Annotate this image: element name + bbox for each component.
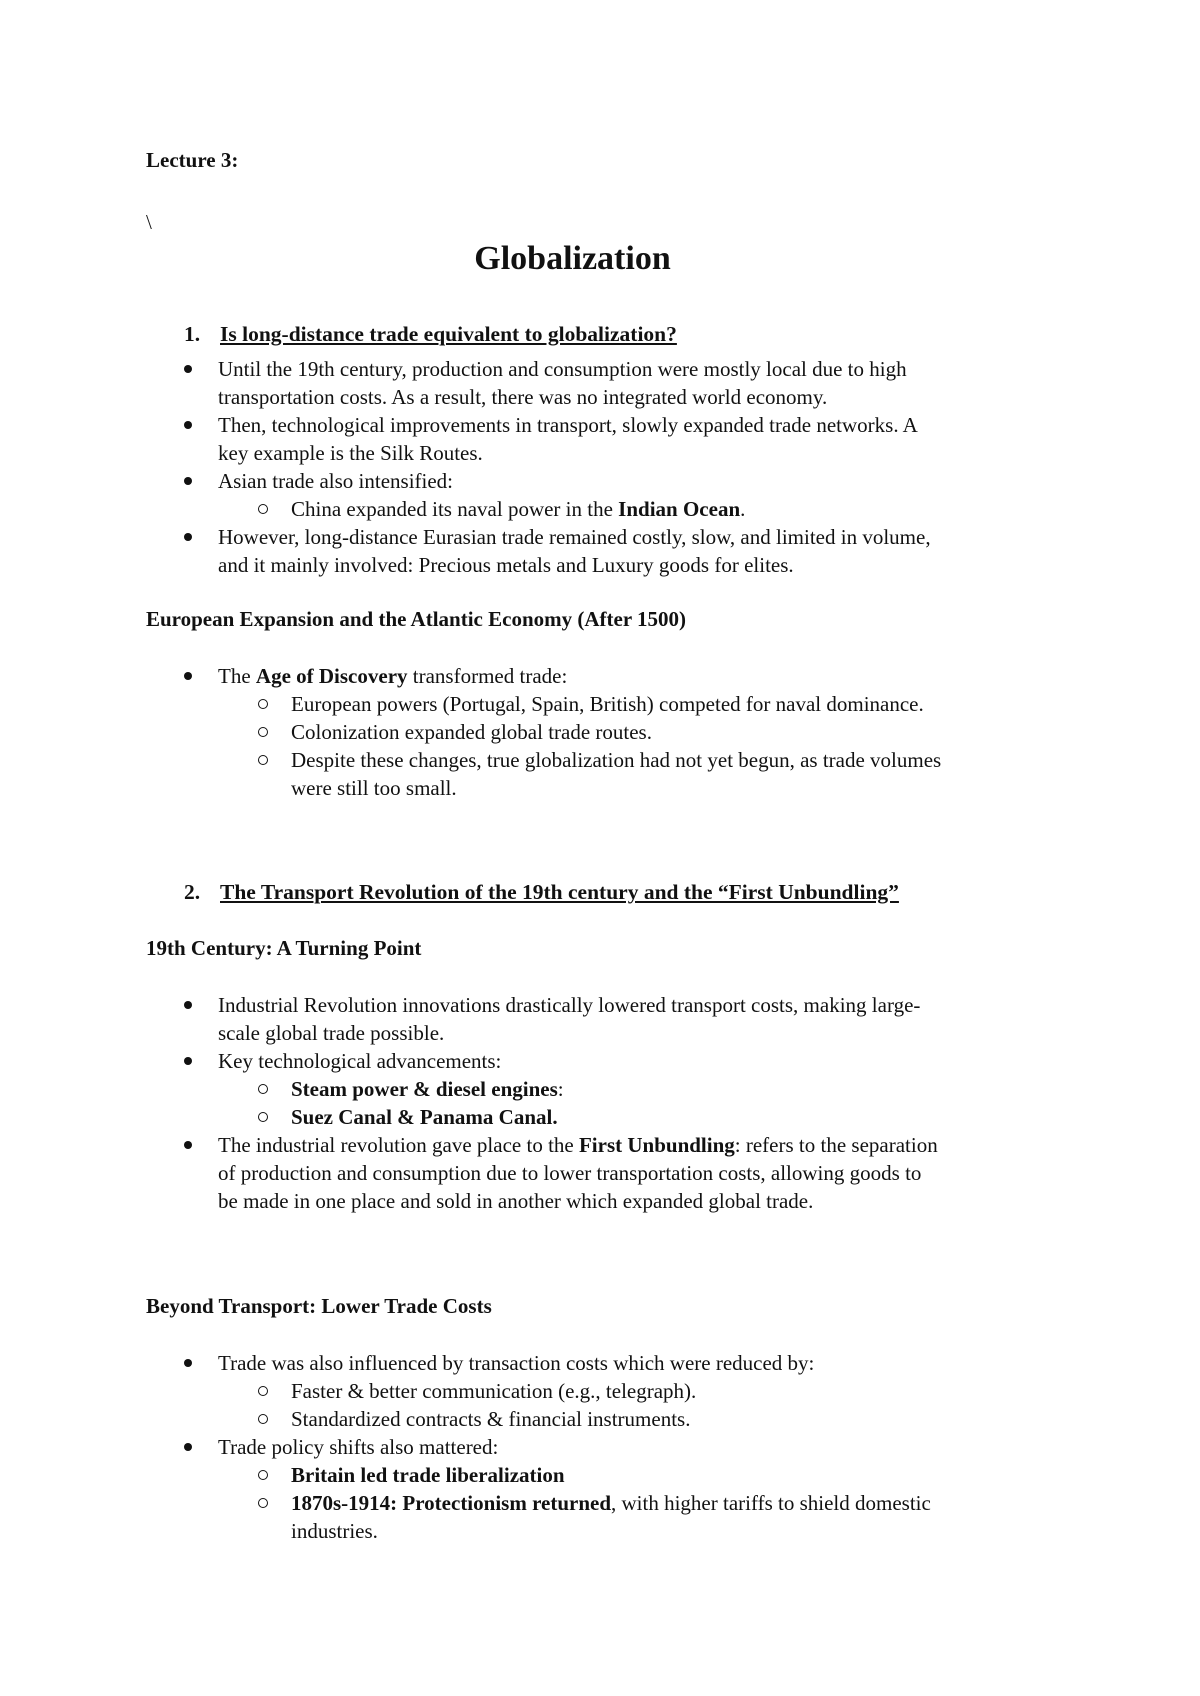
- sub-bullet-icon: [258, 1470, 268, 1480]
- bullet-icon: [184, 1057, 192, 1065]
- tp-sub-1: [291, 1075, 564, 1103]
- bold-fragment: 1870s-1914: Protectionism returned: [291, 1491, 612, 1515]
- page-title: Globalization: [474, 240, 671, 277]
- turning-point-heading: 19th Century: A Turning Point: [146, 936, 422, 960]
- text-fragment: :: [557, 1077, 564, 1101]
- bullet-icon: [184, 533, 192, 541]
- lecture-label: Lecture 3:: [146, 148, 239, 172]
- bullet-icon: [184, 1443, 192, 1451]
- text-fragment: China expanded its naval power in the: [291, 497, 619, 521]
- bold-fragment: Steam power & diesel engines: [291, 1077, 558, 1101]
- s1-sub-bullet-1: [291, 495, 745, 523]
- eu-sub-3-line-1: Despite these changes, true globalization had not yet begun, as trade volumes: [291, 748, 942, 772]
- bt-sub-3: [291, 1461, 565, 1489]
- bold-fragment: Suez Canal & Panama Canal.: [291, 1105, 558, 1129]
- tp-bullet-3-line-1: [218, 1131, 938, 1159]
- section-1-number: 1.: [184, 322, 201, 346]
- sub-bullet-icon: [258, 504, 268, 514]
- text-fragment: : refers to the separation: [734, 1133, 938, 1157]
- tp-bullet-1-line-2: scale global trade possible.: [218, 1021, 445, 1045]
- sub-bullet-icon: [258, 1414, 268, 1424]
- sub-bullet-icon: [258, 1084, 268, 1094]
- s1-bullet-2-line-1: Then, technological improvements in transport, slowly expanded trade networks. A: [218, 413, 918, 437]
- sub-bullet-icon: [258, 1498, 268, 1508]
- text-fragment: The: [218, 664, 256, 688]
- bt-bullet-2: Trade policy shifts also mattered:: [218, 1435, 499, 1459]
- sub-bullet-icon: [258, 727, 268, 737]
- tp-bullet-1-line-1: Industrial Revolution innovations drastically lowered transport costs, making large-: [218, 993, 921, 1017]
- text-fragment: transformed trade:: [407, 664, 568, 688]
- s1-bullet-4-line-1: However, long-distance Eurasian trade remained costly, slow, and limited in volume,: [218, 525, 931, 549]
- tp-bullet-3-line-2: of production and consumption due to lower transportation costs, allowing goods to: [218, 1161, 922, 1185]
- bullet-icon: [184, 1359, 192, 1367]
- european-heading: European Expansion and the Atlantic Economy (After 1500): [146, 607, 687, 631]
- bt-sub-4-line-2: industries.: [291, 1519, 378, 1543]
- section-2-heading-text: The Transport Revolution of the 19th century and the “First Unbundling”: [220, 880, 899, 904]
- bullet-icon: [184, 477, 192, 485]
- tp-bullet-2: Key technological advancements:: [218, 1049, 502, 1073]
- bullet-icon: [184, 421, 192, 429]
- s1-bullet-3: Asian trade also intensified:: [218, 469, 454, 493]
- eu-bullet-1: [218, 662, 567, 690]
- bullet-icon: [184, 1001, 192, 1009]
- sub-bullet-icon: [258, 1386, 268, 1396]
- bullet-icon: [184, 672, 192, 680]
- section-2-number: 2.: [184, 880, 201, 904]
- bold-fragment: Britain led trade liberalization: [291, 1463, 565, 1487]
- sub-bullet-icon: [258, 699, 268, 709]
- section-1-heading: [184, 322, 677, 347]
- s1-bullet-1-line-2: transportation costs. As a result, there was no integrated world economy.: [218, 385, 828, 409]
- bt-bullet-1: Trade was also influenced by transaction costs which were reduced by:: [218, 1351, 815, 1375]
- beyond-heading: Beyond Transport: Lower Trade Costs: [146, 1294, 492, 1318]
- sub-bullet-icon: [258, 1112, 268, 1122]
- bt-sub-2: Standardized contracts & financial instruments.: [291, 1407, 691, 1431]
- bt-sub-4-line-1: [291, 1489, 931, 1517]
- s1-bullet-2-line-2: key example is the Silk Routes.: [218, 441, 483, 465]
- s1-bullet-1-line-1: Until the 19th century, production and consumption were mostly local due to high: [218, 357, 907, 381]
- eu-sub-2: Colonization expanded global trade routes.: [291, 720, 652, 744]
- text-fragment: .: [740, 497, 746, 521]
- backslash-mark: \: [146, 210, 152, 234]
- eu-sub-3-line-2: were still too small.: [291, 776, 457, 800]
- bt-sub-1: Faster & better communication (e.g., telegraph).: [291, 1379, 697, 1403]
- text-fragment: The industrial revolution gave place to the: [218, 1133, 579, 1157]
- bold-fragment: First Unbundling: [578, 1133, 735, 1157]
- text-fragment: , with higher tariffs to shield domestic: [611, 1491, 931, 1515]
- bullet-icon: [184, 365, 192, 373]
- bold-fragment: Indian Ocean: [618, 497, 741, 521]
- tp-bullet-3-line-3: be made in one place and sold in another which expanded global trade.: [218, 1189, 814, 1213]
- section-2-heading: [184, 880, 899, 905]
- sub-bullet-icon: [258, 755, 268, 765]
- bold-fragment: Age of Discovery: [255, 664, 408, 688]
- eu-sub-1: European powers (Portugal, Spain, British) competed for naval dominance.: [291, 692, 924, 716]
- tp-sub-2: [291, 1103, 558, 1131]
- section-1-heading-text: Is long-distance trade equivalent to globalization?: [220, 322, 677, 346]
- s1-bullet-4-line-2: and it mainly involved: Precious metals and Luxury goods for elites.: [218, 553, 794, 577]
- bullet-icon: [184, 1141, 192, 1149]
